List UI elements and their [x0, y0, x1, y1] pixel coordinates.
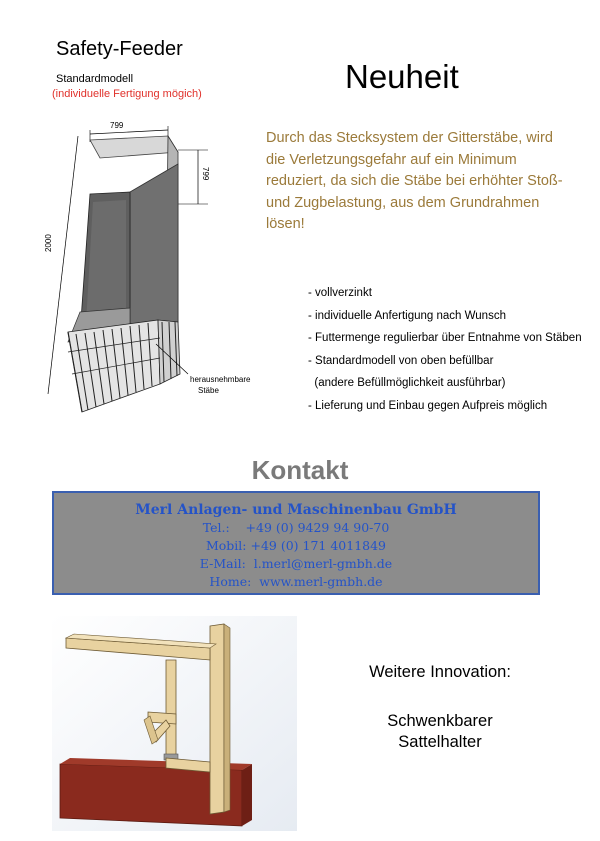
feature-item: - Lieferung und Einbau gegen Aufpreis möglich — [308, 399, 548, 412]
contact-tel: Tel.: +49 (0) 9429 94 90-70 — [202, 520, 390, 535]
product-name-line1: Schwenkbarer — [387, 712, 493, 730]
company-name: Merl Anlagen- und Maschinenbau GmbH — [135, 502, 457, 518]
feature-item: - vollverzinkt — [308, 287, 372, 299]
innovation-product — [330, 711, 550, 753]
contact-heading: Kontakt — [251, 455, 349, 485]
bar-cage — [68, 320, 180, 412]
contact-home: Home: www.merl-gmbh.de — [209, 574, 383, 589]
model-label: Standardmodell — [56, 73, 134, 85]
contact-email: E-Mail: l.merl@merl-gmbh.de — [199, 556, 393, 571]
feature-item: (andere Befüllmöglichkeit ausführbar) — [308, 377, 506, 390]
hanging-post — [166, 660, 176, 756]
dimension-side-label: 799 — [201, 167, 210, 181]
dimension-line-top — [90, 130, 168, 134]
feeder-technical-drawing — [38, 112, 263, 424]
callout-label-line2: Stäbe — [198, 386, 219, 395]
dimension-top-label: 799 — [110, 121, 124, 130]
product-name-line2: Sattelhalter — [398, 733, 482, 751]
feature-list — [308, 282, 582, 418]
description-text: Durch das Stecksystem der Gitterstäbe, wird die Verletzungsgefahr auf ein Minimum reduziert, da sich die Stäbe bei erhöhter Stoß- und Zugbelastung, aus dem Grundrahmen lösen! — [266, 130, 563, 232]
callout-label-line1: herausnehmbare — [190, 375, 251, 384]
custom-note: (individuelle Fertigung mögich) — [52, 88, 202, 100]
contact-box — [52, 491, 540, 595]
headline-neuheit: Neuheit — [345, 58, 459, 95]
dimension-height-label: 2000 — [44, 234, 53, 252]
vertical-post — [210, 624, 224, 814]
feature-item: - individuelle Anfertigung nach Wunsch — [308, 309, 506, 322]
saddle-holder-illustration — [52, 616, 297, 831]
innovation-label: Weitere Innovation: — [369, 663, 511, 681]
contact-mobil: Mobil: +49 (0) 171 4011849 — [205, 538, 387, 553]
product-title: Safety-Feeder — [56, 38, 183, 60]
feature-item: - Futtermenge regulierbar über Entnahme von Stäben — [308, 332, 582, 345]
feature-item: - Standardmodell von oben befüllbar — [308, 354, 494, 367]
